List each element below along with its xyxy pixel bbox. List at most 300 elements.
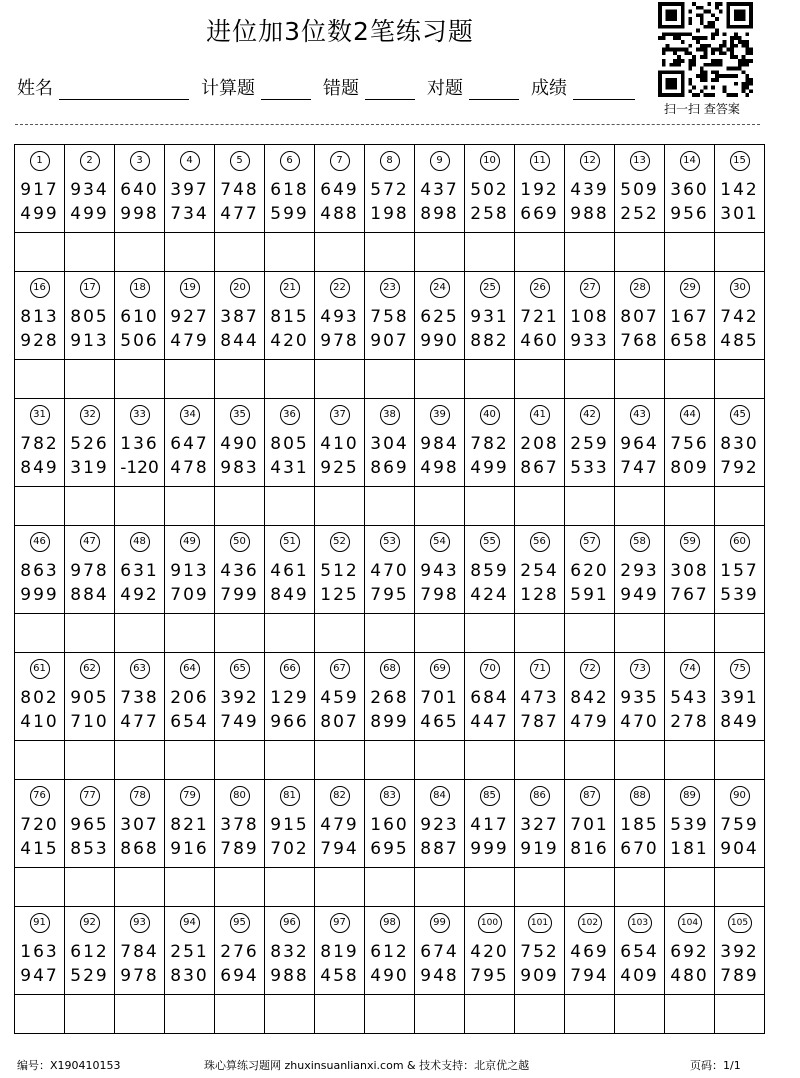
answer-cell[interactable] [115, 360, 165, 399]
page-title: 进位加3位数2笔练习题 [206, 17, 474, 46]
addend-bottom: 789 [720, 966, 759, 986]
addend-bottom: 999 [20, 585, 59, 605]
problem-number: 48 [130, 532, 150, 552]
answer-cell[interactable] [515, 614, 565, 653]
answer-cell[interactable] [565, 487, 615, 526]
addend-bottom: 849 [270, 585, 309, 605]
problem-cell [115, 682, 165, 741]
addend-bottom: 301 [720, 204, 759, 224]
addend-top: 470 [370, 561, 409, 581]
problem-cell [15, 936, 65, 995]
answer-cell[interactable] [565, 233, 615, 272]
addend-top: 935 [620, 688, 659, 708]
answer-cell[interactable] [215, 233, 265, 272]
problem-number-cell [315, 145, 365, 175]
addend-bottom: 909 [520, 966, 559, 986]
addend-bottom: 470 [620, 712, 659, 732]
answer-cell[interactable] [65, 614, 115, 653]
problem-cell [265, 682, 315, 741]
problem-cell [615, 174, 665, 233]
answer-cell[interactable] [415, 995, 465, 1034]
answer-cell[interactable] [715, 995, 765, 1034]
answer-cell[interactable] [415, 868, 465, 907]
field-blank[interactable] [261, 81, 311, 100]
addend-bottom: 447 [470, 712, 509, 732]
problem-number-cell [615, 780, 665, 810]
addend-top: 934 [70, 180, 109, 200]
problem-number: 61 [30, 659, 50, 679]
problem-number-cell [65, 399, 115, 429]
problem-cell [665, 809, 715, 868]
answer-cell[interactable] [415, 741, 465, 780]
addend-top: 397 [170, 180, 209, 200]
problem-number: 30 [730, 278, 750, 298]
addend-top: 526 [70, 434, 109, 454]
addend-bottom: 768 [620, 331, 659, 351]
problem-number: 40 [480, 405, 500, 425]
problem-number: 8 [380, 151, 400, 171]
answer-cell[interactable] [165, 614, 215, 653]
addend-top: 167 [670, 307, 709, 327]
problem-number-cell [565, 907, 615, 937]
addend-top: 192 [520, 180, 559, 200]
addend-top: 943 [420, 561, 459, 581]
problem-cell [465, 174, 515, 233]
problem-number: 11 [530, 151, 550, 171]
answer-cell[interactable] [365, 487, 415, 526]
problem-cell [615, 428, 665, 487]
problem-number: 3 [130, 151, 150, 171]
addend-bottom: 919 [520, 839, 559, 859]
problem-number: 75 [730, 659, 750, 679]
field-blank[interactable] [573, 81, 635, 100]
answer-cell[interactable] [115, 995, 165, 1034]
problem-number-cell [15, 145, 65, 175]
answer-cell[interactable] [165, 741, 215, 780]
answer-cell[interactable] [715, 614, 765, 653]
answer-cell[interactable] [265, 868, 315, 907]
addend-top: 815 [270, 307, 309, 327]
problem-cell [565, 428, 615, 487]
problem-number: 67 [330, 659, 350, 679]
problem-number: 101 [528, 913, 552, 933]
problem-number-cell [65, 145, 115, 175]
problem-cell [415, 936, 465, 995]
problem-cell [165, 428, 215, 487]
addend-top: 610 [120, 307, 159, 327]
addend-bottom: 907 [370, 331, 409, 351]
answer-cell[interactable] [65, 360, 115, 399]
problem-number: 22 [330, 278, 350, 298]
addend-top: 830 [720, 434, 759, 454]
addend-top: 721 [520, 307, 559, 327]
answer-cell[interactable] [115, 233, 165, 272]
addend-bottom: 849 [20, 458, 59, 478]
problem-number: 76 [30, 786, 50, 806]
problem-number: 45 [730, 405, 750, 425]
addend-bottom: 868 [120, 839, 159, 859]
problem-number-cell [365, 272, 415, 302]
field-blank[interactable] [59, 81, 189, 100]
problem-number: 70 [480, 659, 500, 679]
addend-bottom: 424 [470, 585, 509, 605]
answer-cell[interactable] [665, 614, 715, 653]
answer-cell[interactable] [415, 614, 465, 653]
problem-number: 43 [630, 405, 650, 425]
answer-cell[interactable] [565, 868, 615, 907]
addend-top: 360 [670, 180, 709, 200]
addend-top: 759 [720, 815, 759, 835]
answer-cell[interactable] [215, 995, 265, 1034]
problem-number-cell [165, 272, 215, 302]
answer-cell[interactable] [715, 233, 765, 272]
addend-top: 308 [670, 561, 709, 581]
problem-number-cell [365, 780, 415, 810]
problem-cell [615, 301, 665, 360]
addend-top: 784 [120, 942, 159, 962]
addend-bottom: 787 [520, 712, 559, 732]
problem-cell [315, 428, 365, 487]
answer-cell[interactable] [615, 233, 665, 272]
problem-number: 58 [630, 532, 650, 552]
answer-cell[interactable] [465, 487, 515, 526]
problem-number: 13 [630, 151, 650, 171]
problem-cell [365, 809, 415, 868]
answer-cell[interactable] [165, 233, 215, 272]
field-blank[interactable] [469, 81, 519, 100]
problem-cell [165, 936, 215, 995]
problem-number-cell [465, 780, 515, 810]
answer-cell[interactable] [365, 868, 415, 907]
answer-cell[interactable] [15, 868, 65, 907]
answer-cell[interactable] [115, 741, 165, 780]
problem-number: 102 [578, 913, 602, 933]
problem-number: 20 [230, 278, 250, 298]
addend-top: 417 [470, 815, 509, 835]
answer-cell[interactable] [215, 868, 265, 907]
answer-cell[interactable] [265, 360, 315, 399]
problem-number: 29 [680, 278, 700, 298]
addend-bottom: 978 [320, 331, 359, 351]
problem-cell [615, 809, 665, 868]
answer-cell[interactable] [565, 360, 615, 399]
answer-cell[interactable] [615, 487, 665, 526]
problem-number: 38 [380, 405, 400, 425]
problem-number: 85 [480, 786, 500, 806]
problem-cell [415, 428, 465, 487]
problem-number-cell [115, 526, 165, 556]
answer-cell[interactable] [165, 360, 215, 399]
answer-cell[interactable] [665, 741, 715, 780]
problem-number: 103 [628, 913, 652, 933]
answer-cell[interactable] [265, 741, 315, 780]
answer-cell[interactable] [315, 614, 365, 653]
addend-top: 649 [320, 180, 359, 200]
problem-cell [715, 809, 765, 868]
page-number: 页码：1/1 [690, 1059, 741, 1072]
problem-number: 33 [130, 405, 150, 425]
addend-bottom: 465 [420, 712, 459, 732]
addend-top: 752 [520, 942, 559, 962]
problem-cell [415, 682, 465, 741]
answer-cell[interactable] [465, 360, 515, 399]
problem-number: 77 [80, 786, 100, 806]
problem-cell [215, 301, 265, 360]
problem-number-cell [15, 272, 65, 302]
problem-number: 50 [230, 532, 250, 552]
answer-cell[interactable] [465, 868, 515, 907]
answer-cell[interactable] [15, 233, 65, 272]
answer-cell[interactable] [315, 868, 365, 907]
answer-cell[interactable] [665, 868, 715, 907]
addend-top: 185 [620, 815, 659, 835]
addend-bottom: 458 [320, 966, 359, 986]
answer-cell[interactable] [315, 995, 365, 1034]
addend-top: 805 [270, 434, 309, 454]
addend-bottom: 479 [570, 712, 609, 732]
answer-cell[interactable] [265, 614, 315, 653]
problem-number-cell [615, 272, 665, 302]
answer-cell[interactable] [315, 487, 365, 526]
answer-cell[interactable] [615, 868, 665, 907]
addend-bottom: 477 [120, 712, 159, 732]
answer-cell[interactable] [465, 995, 515, 1034]
answer-cell[interactable] [615, 360, 665, 399]
answer-cell[interactable] [665, 233, 715, 272]
problem-number-cell [515, 653, 565, 683]
answer-cell[interactable] [65, 995, 115, 1034]
answer-cell[interactable] [415, 233, 465, 272]
problem-cell [165, 174, 215, 233]
answer-cell[interactable] [315, 741, 365, 780]
addend-bottom: 409 [620, 966, 659, 986]
answer-cell[interactable] [665, 360, 715, 399]
problem-number-cell [215, 907, 265, 937]
answer-cell[interactable] [415, 487, 465, 526]
answer-cell[interactable] [515, 868, 565, 907]
problem-number-cell [665, 272, 715, 302]
answer-cell[interactable] [615, 614, 665, 653]
addend-bottom: 849 [720, 712, 759, 732]
problem-cell [65, 682, 115, 741]
answer-cell[interactable] [565, 995, 615, 1034]
problem-cell [515, 555, 565, 614]
problem-cell [415, 301, 465, 360]
addend-bottom: 734 [170, 204, 209, 224]
answer-cell[interactable] [365, 233, 415, 272]
problem-cell [265, 809, 315, 868]
addend-bottom: 869 [370, 458, 409, 478]
addend-top: 863 [20, 561, 59, 581]
problem-number: 104 [678, 913, 702, 933]
problem-number: 37 [330, 405, 350, 425]
answer-cell[interactable] [715, 360, 765, 399]
problem-cell [615, 555, 665, 614]
problem-number-cell [615, 399, 665, 429]
problem-number-cell [465, 145, 515, 175]
addend-top: 276 [220, 942, 259, 962]
problem-number: 5 [230, 151, 250, 171]
answer-cell[interactable] [515, 741, 565, 780]
problem-number-cell [215, 145, 265, 175]
problem-number: 52 [330, 532, 350, 552]
answer-cell[interactable] [515, 233, 565, 272]
footer-site: 珠心算练习题网 zhuxinsuanlianxi.com & 技术支持：北京优之越 [204, 1059, 530, 1072]
addend-top: 720 [20, 815, 59, 835]
answer-cell[interactable] [215, 360, 265, 399]
answer-cell[interactable] [615, 995, 665, 1034]
answer-cell[interactable] [65, 741, 115, 780]
problem-number: 83 [380, 786, 400, 806]
answer-cell[interactable] [365, 995, 415, 1034]
answer-cell[interactable] [665, 487, 715, 526]
answer-cell[interactable] [15, 741, 65, 780]
problem-cell [15, 682, 65, 741]
answer-cell[interactable] [565, 741, 615, 780]
answer-cell[interactable] [315, 360, 365, 399]
problem-number: 34 [180, 405, 200, 425]
addend-bottom: 949 [620, 585, 659, 605]
addend-bottom: 925 [320, 458, 359, 478]
addend-top: 439 [570, 180, 609, 200]
problem-number: 93 [130, 913, 150, 933]
addend-bottom: 887 [420, 839, 459, 859]
answer-cell[interactable] [215, 487, 265, 526]
answer-cell[interactable] [265, 995, 315, 1034]
problem-number: 32 [80, 405, 100, 425]
problem-number: 21 [280, 278, 300, 298]
answer-cell[interactable] [565, 614, 615, 653]
addend-top: 802 [20, 688, 59, 708]
addend-top: 984 [420, 434, 459, 454]
problem-number-cell [615, 907, 665, 937]
answer-cell[interactable] [465, 233, 515, 272]
problem-cell [265, 174, 315, 233]
answer-cell[interactable] [715, 868, 765, 907]
addend-top: 813 [20, 307, 59, 327]
answer-cell[interactable] [515, 360, 565, 399]
answer-cell[interactable] [465, 614, 515, 653]
qr-code[interactable] [658, 2, 753, 97]
answer-cell[interactable] [15, 995, 65, 1034]
problem-number-cell [415, 653, 465, 683]
problem-cell [215, 428, 265, 487]
answer-cell[interactable] [165, 995, 215, 1034]
addend-bottom: 794 [570, 966, 609, 986]
problem-number: 96 [280, 913, 300, 933]
addend-top: 978 [70, 561, 109, 581]
answer-cell[interactable] [65, 233, 115, 272]
answer-cell[interactable] [365, 614, 415, 653]
problem-number-cell [115, 780, 165, 810]
answer-cell[interactable] [115, 868, 165, 907]
problem-number: 12 [580, 151, 600, 171]
addend-top: 625 [420, 307, 459, 327]
addend-top: 307 [120, 815, 159, 835]
answer-cell[interactable] [515, 487, 565, 526]
addend-bottom: 899 [370, 712, 409, 732]
problem-number-cell [315, 780, 365, 810]
problem-number-cell [665, 526, 715, 556]
answer-cell[interactable] [665, 995, 715, 1034]
problem-cell [215, 174, 265, 233]
problem-cell [365, 174, 415, 233]
problem-number-cell [465, 272, 515, 302]
answer-cell[interactable] [415, 360, 465, 399]
problem-cell [215, 682, 265, 741]
field-label: 对题 [427, 78, 463, 99]
problem-cell [265, 301, 315, 360]
answer-cell[interactable] [115, 487, 165, 526]
student-info-row [17, 74, 647, 100]
answer-cell[interactable] [15, 614, 65, 653]
addend-bottom: 956 [670, 204, 709, 224]
answer-cell[interactable] [365, 360, 415, 399]
answer-cell[interactable] [265, 233, 315, 272]
answer-cell[interactable] [65, 487, 115, 526]
addend-bottom: 988 [570, 204, 609, 224]
problem-cell [515, 428, 565, 487]
answer-cell[interactable] [715, 487, 765, 526]
addend-top: 915 [270, 815, 309, 835]
addend-top: 905 [70, 688, 109, 708]
addend-bottom: 128 [520, 585, 559, 605]
field-blank[interactable] [365, 81, 415, 100]
addend-bottom: 670 [620, 839, 659, 859]
answer-cell[interactable] [215, 741, 265, 780]
problem-cell [615, 682, 665, 741]
problem-number-cell [565, 780, 615, 810]
addend-bottom: 420 [270, 331, 309, 351]
addend-top: 612 [370, 942, 409, 962]
problem-number-cell [165, 526, 215, 556]
problem-number-cell [65, 907, 115, 937]
answer-cell[interactable] [15, 360, 65, 399]
answer-cell[interactable] [515, 995, 565, 1034]
answer-cell[interactable] [15, 487, 65, 526]
answer-cell[interactable] [165, 868, 215, 907]
answer-cell[interactable] [265, 487, 315, 526]
addend-top: 420 [470, 942, 509, 962]
answer-cell[interactable] [715, 741, 765, 780]
answer-cell[interactable] [315, 233, 365, 272]
addend-bottom: 882 [470, 331, 509, 351]
problem-number: 81 [280, 786, 300, 806]
problem-number: 18 [130, 278, 150, 298]
answer-cell[interactable] [215, 614, 265, 653]
answer-cell[interactable] [65, 868, 115, 907]
answer-cell[interactable] [115, 614, 165, 653]
problem-number: 80 [230, 786, 250, 806]
addend-bottom: 529 [70, 966, 109, 986]
addend-bottom: 747 [620, 458, 659, 478]
answer-cell[interactable] [365, 741, 415, 780]
answer-cell[interactable] [615, 741, 665, 780]
problem-number: 91 [30, 913, 50, 933]
answer-cell[interactable] [165, 487, 215, 526]
problem-number: 99 [430, 913, 450, 933]
problem-number-cell [265, 780, 315, 810]
answer-cell[interactable] [465, 741, 515, 780]
addend-bottom: 904 [720, 839, 759, 859]
problem-number-cell [615, 145, 665, 175]
addend-top: 142 [720, 180, 759, 200]
problem-number-cell [365, 145, 415, 175]
addend-bottom: 499 [470, 458, 509, 478]
problem-number-cell [165, 653, 215, 683]
addend-bottom: 928 [20, 331, 59, 351]
problem-number-cell [565, 526, 615, 556]
